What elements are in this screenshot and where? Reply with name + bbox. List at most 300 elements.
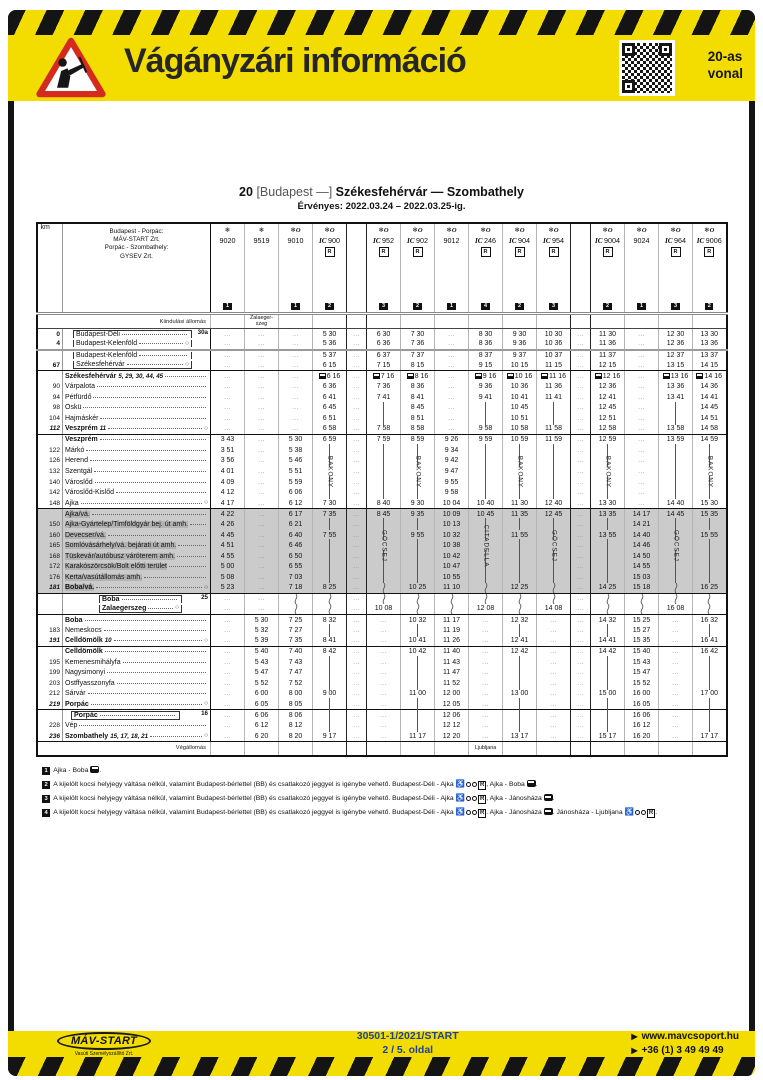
timetable-cell: ... <box>537 689 571 700</box>
timetable-cell: 5 32 <box>245 625 279 636</box>
km-header: km <box>37 223 63 314</box>
km-value: 181 <box>37 583 63 594</box>
timetable-cell: ... <box>279 339 313 350</box>
timetable-cell: ... <box>469 646 503 657</box>
timetable-cell: 11 41 <box>537 392 571 403</box>
timetable-cell: ... <box>659 625 693 636</box>
timetable-cell: 6 58 <box>313 424 347 435</box>
timetable-cell: ... <box>245 381 279 392</box>
timetable-cell: ... <box>347 424 367 435</box>
timetable-cell: 5 36 <box>313 339 347 350</box>
timetable-cell: 12 45 <box>537 509 571 520</box>
timetable-cell <box>401 519 435 530</box>
timetable-cell: ... <box>367 699 401 710</box>
timetable-cell: 8 05 <box>279 699 313 710</box>
footnote-number: 2 <box>42 781 50 789</box>
timetable-cell <box>659 529 693 562</box>
timetable-cell: 17 00 <box>693 689 727 700</box>
timetable-cell: 4 55 <box>211 551 245 562</box>
station-circle-icon: ○ <box>204 700 208 708</box>
timetable-cell: 5 38 <box>279 445 313 456</box>
timetable-cell: 6 20 <box>245 731 279 742</box>
timetable-cell: ... <box>245 434 279 445</box>
timetable-cell: ... <box>625 434 659 445</box>
timetable-cell <box>367 413 401 424</box>
timetable-cell: 14 40 <box>659 498 693 509</box>
station-name: Celldömölk <box>63 646 211 657</box>
timetable-cell: 8 25 <box>313 583 347 594</box>
timetable-cell: ... <box>211 731 245 742</box>
timetable-cell <box>469 572 503 583</box>
train-name-vertical: BAKONY <box>706 455 714 488</box>
timetable-cell: 5 08 <box>211 572 245 583</box>
timetable-cell <box>401 625 435 636</box>
timetable-cell: 9 35 <box>401 509 435 520</box>
station-name: Városlőd-Kislőd <box>63 487 211 498</box>
replacement-bus-icon <box>595 373 602 379</box>
km-value: 140 <box>49 478 60 486</box>
timetable-cell <box>367 487 401 498</box>
timetable-cell: ... <box>367 615 401 626</box>
footnote-number: 1 <box>42 767 50 775</box>
timetable-cell: ... <box>367 668 401 679</box>
timetable-cell: ... <box>537 668 571 679</box>
timetable-cell: ... <box>279 371 313 382</box>
timetable-cell <box>435 604 469 615</box>
timetable-cell: 8 36 <box>401 381 435 392</box>
timetable-cell: 7 27 <box>279 625 313 636</box>
km-value: 150 <box>37 519 63 530</box>
timetable-cell: 16 32 <box>693 615 727 626</box>
footnote: 4 A kijelölt kocsi helyjegy váltása nélkül, valamint Budapest-bérlettel (BB) és csatlakozó jeggyel is igénybe vehető. Budapest-Déli - Ajka ♿ R . Ajka - Jánosháza . Jánosháza - Ljubljana ♿ R . <box>42 805 749 819</box>
train-number: IC 954 <box>542 236 565 245</box>
station-name: Márkó <box>63 445 211 456</box>
timetable-cell: 9 26 <box>435 434 469 445</box>
footnote-ref: 2 <box>413 303 421 311</box>
timetable-cell: 10 37 <box>537 350 571 361</box>
timetable-cell: ... <box>211 699 245 710</box>
km-value: 168 <box>37 551 63 562</box>
footnote-ref: 2 <box>325 303 333 311</box>
km-value <box>37 604 63 615</box>
timetable-cell <box>313 519 347 530</box>
timetable-cell: 6 17 <box>279 509 313 520</box>
station-row <box>37 466 727 477</box>
timetable-cell: 11 16 <box>537 371 571 382</box>
bicycle-icon <box>466 809 477 815</box>
station-name: Budapest-Déli 30a <box>63 329 211 340</box>
timetable-cell <box>625 742 659 756</box>
timetable-cell: ... <box>347 519 367 530</box>
timetable <box>36 222 728 757</box>
station-name: Ajka ○ <box>63 498 211 509</box>
timetable-cell: 5 37 <box>313 350 347 361</box>
timetable-cell: 5 43 <box>245 657 279 668</box>
timetable-cell: 9 42 <box>435 456 469 467</box>
timetable-cell <box>503 699 537 710</box>
train-header <box>591 223 625 314</box>
timetable-cell <box>367 314 401 329</box>
timetable-cell <box>435 314 469 329</box>
service-symbols: ❄ <box>258 227 265 234</box>
service-symbols: ❄O <box>670 227 681 234</box>
timetable-cell: 11 58 <box>537 424 571 435</box>
timetable-cell <box>279 593 313 604</box>
timetable-cell: 12 58 <box>591 424 625 435</box>
station-row <box>37 434 727 445</box>
timetable-cell <box>591 625 625 636</box>
timetable-cell <box>591 720 625 731</box>
timetable-cell: ... <box>469 710 503 721</box>
timetable-cell: ... <box>245 424 279 435</box>
timetable-cell: 7 30 <box>401 329 435 340</box>
chevron-icon: ▶ <box>631 1031 638 1041</box>
train-number: IC 902 <box>406 236 429 245</box>
timetable-cell <box>537 572 571 583</box>
km-value: 67 <box>37 360 63 371</box>
train-header <box>347 223 367 314</box>
reservation-icon: R <box>648 810 654 817</box>
timetable-cell: ... <box>571 593 591 604</box>
timetable-cell: ... <box>571 699 591 710</box>
timetable-cell <box>591 487 625 498</box>
timetable-cell: 8 37 <box>469 350 503 361</box>
station-name: Budapest-Kelenföld ○ <box>63 339 211 350</box>
train-name-vertical: GÖCSEJ <box>672 529 680 562</box>
km-value <box>37 350 63 361</box>
timetable-cell: ... <box>571 381 591 392</box>
timetable-cell: 12 16 <box>591 371 625 382</box>
timetable-cell <box>503 314 537 329</box>
timetable-cell: 10 40 <box>469 498 503 509</box>
timetable-cell: ... <box>659 720 693 731</box>
train-number: IC 900 <box>318 236 341 245</box>
timetable-cell: 8 30 <box>469 329 503 340</box>
service-symbols: ❄O <box>480 227 491 234</box>
timetable-cell: 5 59 <box>279 477 313 488</box>
timetable-cell: Ljubljana <box>469 742 503 756</box>
timetable-cell <box>591 572 625 583</box>
timetable-cell: 16 20 <box>625 731 659 742</box>
timetable-cell <box>313 625 347 636</box>
km-value: 228 <box>49 722 60 730</box>
km-value: 104 <box>49 415 60 423</box>
timetable-cell: ... <box>537 710 571 721</box>
timetable-cell: ... <box>211 381 245 392</box>
timetable-cell: ... <box>571 636 591 647</box>
timetable-cell: ... <box>659 710 693 721</box>
train-number: IC 964 <box>664 236 687 245</box>
timetable-cell: ... <box>537 699 571 710</box>
timetable-cell: ... <box>245 572 279 583</box>
timetable-cell <box>503 487 537 498</box>
timetable-cell: ... <box>367 720 401 731</box>
timetable-cell <box>503 572 537 583</box>
timetable-cell: ... <box>347 731 367 742</box>
timetable-cell: 13 36 <box>659 381 693 392</box>
timetable-cell: ... <box>347 477 367 488</box>
reservation-icon: R <box>479 810 485 817</box>
timetable-cell <box>659 572 693 583</box>
km-value: 126 <box>49 457 60 465</box>
station-name: Öskü <box>63 403 211 414</box>
timetable-cell <box>693 593 727 604</box>
station-row <box>37 339 727 350</box>
timetable-cell: 15 27 <box>625 625 659 636</box>
timetable-cell: ... <box>571 477 591 488</box>
timetable-cell: ... <box>469 636 503 647</box>
timetable-cell: 8 06 <box>279 710 313 721</box>
timetable-cell: 7 35 <box>279 636 313 647</box>
station-row <box>37 509 727 520</box>
station-row <box>37 381 727 392</box>
timetable-cell: 7 36 <box>367 381 401 392</box>
footnote: 3 A kijelölt kocsi helyjegy váltása nélkül, valamint Budapest-bérlettel (BB) és csatlakozó jeggyel is igénybe vehető. Budapest-Déli - Ajka ♿ R , Ajka - Jánosháza . <box>42 791 749 805</box>
replacement-bus-icon <box>475 373 482 379</box>
timetable-cell: ... <box>211 678 245 689</box>
station-name: Sárvár <box>63 689 211 700</box>
timetable-cell: 9 30 <box>503 329 537 340</box>
timetable-cell: 14 41 <box>693 392 727 403</box>
timetable-cell: ... <box>347 434 367 445</box>
km-value: 142 <box>49 489 60 497</box>
timetable-cell <box>401 314 435 329</box>
replacement-bus-icon <box>319 373 326 379</box>
banner-title: Vágányzári információ <box>124 42 466 80</box>
footer-contacts <box>631 1030 739 1059</box>
timetable-cell: 6 36 <box>313 381 347 392</box>
timetable-cell: ... <box>625 350 659 361</box>
station-row <box>37 636 727 647</box>
timetable-cell: 14 08 <box>537 604 571 615</box>
timetable-cell: 9 41 <box>469 392 503 403</box>
timetable-cell: 6 06 <box>279 487 313 498</box>
train-header <box>401 223 435 314</box>
station-name: Veszprém 11 ○ <box>63 424 211 435</box>
timetable-cell: 12 45 <box>591 403 625 414</box>
timetable-cell: 13 37 <box>693 350 727 361</box>
timetable-cell <box>401 487 435 498</box>
train-number: 9020 <box>219 236 236 245</box>
timetable-cell <box>537 583 571 594</box>
timetable-cell: ... <box>347 615 367 626</box>
timetable-cell: 13 00 <box>503 689 537 700</box>
timetable-cell: 5 30 <box>313 329 347 340</box>
timetable-cell: ... <box>571 657 591 668</box>
timetable-cell: ... <box>211 371 245 382</box>
timetable-cell: ... <box>435 329 469 340</box>
train-header <box>469 223 503 314</box>
timetable-cell <box>659 583 693 594</box>
station-row <box>37 487 727 498</box>
timetable-cell: 5 47 <box>245 668 279 679</box>
timetable-cell: ... <box>245 551 279 562</box>
timetable-cell: ... <box>435 424 469 435</box>
timetable-cell <box>313 604 347 615</box>
timetable-cell <box>367 529 401 562</box>
timetable-cell: ... <box>571 424 591 435</box>
timetable-cell: ... <box>279 360 313 371</box>
timetable-cell: 13 15 <box>659 360 693 371</box>
timetable-cell: ... <box>659 636 693 647</box>
station-row <box>37 689 727 700</box>
service-symbols: ❄O <box>290 227 301 234</box>
timetable-cell: ... <box>571 646 591 657</box>
timetable-cell <box>537 487 571 498</box>
train-name-vertical: GÖCSEJ <box>550 529 558 562</box>
timetable-cell: 6 36 <box>367 339 401 350</box>
replacement-bus-icon <box>507 373 514 379</box>
train-header <box>571 223 591 314</box>
timetable-cell: ... <box>245 477 279 488</box>
timetable-cell: ... <box>469 699 503 710</box>
timetable-cell <box>537 529 571 562</box>
timetable-cell: ... <box>469 720 503 731</box>
reservation-icon: R <box>481 247 491 257</box>
line-badge-number: 20-as <box>707 49 743 64</box>
timetable-cell: ... <box>347 350 367 361</box>
station-name: Celldömölk 10 ○ <box>63 636 211 647</box>
train-name-vertical: BAKONY <box>326 455 334 488</box>
km-value <box>37 646 63 657</box>
timetable-cell <box>367 583 401 594</box>
train-header <box>211 223 245 314</box>
timetable-cell: ... <box>659 678 693 689</box>
timetable-cell: 7 16 <box>367 371 401 382</box>
footnotes <box>42 765 749 820</box>
service-symbols: ❄ <box>224 227 231 234</box>
timetable-cell: 8 16 <box>401 371 435 382</box>
train-header <box>367 223 401 314</box>
timetable-cell: 12 12 <box>435 720 469 731</box>
station-row <box>37 572 727 583</box>
timetable-cell: 10 42 <box>435 551 469 562</box>
replacement-bus-icon <box>541 373 548 379</box>
timetable-cell <box>211 742 245 756</box>
timetable-cell: ... <box>245 593 279 604</box>
timetable-cell: ... <box>435 392 469 403</box>
timetable-cell: 6 59 <box>313 434 347 445</box>
timetable-cell <box>279 742 313 756</box>
timetable-cell: ... <box>245 487 279 498</box>
timetable-cell: ... <box>625 466 659 477</box>
timetable-cell: 6 45 <box>313 403 347 414</box>
station-name: Herend <box>63 456 211 467</box>
bus-icon <box>544 808 553 815</box>
timetable-cell: 7 37 <box>401 350 435 361</box>
km-value: 0 <box>56 330 60 338</box>
timetable-cell: ... <box>469 657 503 668</box>
timetable-cell: 9 36 <box>469 381 503 392</box>
reservation-icon: R <box>515 247 525 257</box>
timetable-cell: 11 17 <box>435 615 469 626</box>
timetable-cell: 10 04 <box>435 498 469 509</box>
timetable-cell: 12 37 <box>659 350 693 361</box>
timetable-cell: ... <box>367 657 401 668</box>
timetable-cell: 7 55 <box>313 530 347 541</box>
timetable-cell: 9 15 <box>469 360 503 371</box>
timetable-cell <box>693 742 727 756</box>
timetable-cell: ... <box>571 350 591 361</box>
timetable-cell <box>245 742 279 756</box>
timetable-cell: ... <box>625 403 659 414</box>
timetable-cell: 11 55 <box>503 530 537 541</box>
timetable-cell: ... <box>537 625 571 636</box>
station-row <box>37 424 727 435</box>
timetable-cell: ... <box>625 329 659 340</box>
content-area <box>14 101 749 1031</box>
timetable-cell: 11 52 <box>435 678 469 689</box>
timetable-cell <box>401 455 435 488</box>
timetable-cell: 6 41 <box>313 392 347 403</box>
timetable-cell <box>313 572 347 583</box>
timetable-cell: 10 41 <box>503 392 537 403</box>
timetable-cell: ... <box>571 498 591 509</box>
station-circle-icon: ○ <box>204 636 208 644</box>
timetable-cell: ... <box>211 615 245 626</box>
timetable-cell: ... <box>625 477 659 488</box>
km-value: 94 <box>52 393 60 401</box>
timetable-cell: 4 51 <box>211 540 245 551</box>
timetable-cell: 7 47 <box>279 668 313 679</box>
line-badge-word: vonal <box>707 65 743 81</box>
service-symbols: ❄O <box>548 227 559 234</box>
timetable-cell: 14 16 <box>693 371 727 382</box>
chevron-icon: ▶ <box>631 1046 638 1055</box>
timetable-cell: 13 35 <box>591 509 625 520</box>
timetable-cell: ... <box>245 371 279 382</box>
timetable-cell: 10 13 <box>435 519 469 530</box>
timetable-cell: ... <box>571 540 591 551</box>
validity-text: Érvényes: 2022.03.24 – 2022.03.25-ig. <box>297 201 466 212</box>
timetable-cell: 9 58 <box>435 487 469 498</box>
timetable-cell: ... <box>537 657 571 668</box>
timetable-cell: ... <box>347 339 367 350</box>
km-value: 165 <box>37 540 63 551</box>
station-name: Budapest-Kelenföld <box>63 350 211 361</box>
timetable-cell <box>503 519 537 530</box>
km-value: 148 <box>37 498 63 509</box>
timetable-cell: 12 20 <box>435 731 469 742</box>
km-value <box>37 371 63 382</box>
timetable-cell: 6 12 <box>279 498 313 509</box>
timetable-cell: 10 30 <box>537 329 571 340</box>
timetable-cell: 10 47 <box>435 562 469 573</box>
km-value: 195 <box>49 658 60 666</box>
timetable-cell <box>693 699 727 710</box>
service-symbols: ❄O <box>704 227 715 234</box>
timetable-cell: ... <box>625 413 659 424</box>
timetable-cell: 4 12 <box>211 487 245 498</box>
timetable-cell: ... <box>211 339 245 350</box>
timetable-cell: 9 37 <box>503 350 537 361</box>
timetable-cell: 8 40 <box>367 498 401 509</box>
wheelchair-icon: ♿ <box>455 793 465 803</box>
origin-row <box>37 314 727 329</box>
timetable-cell: 8 41 <box>313 636 347 647</box>
timetable-cell: 14 21 <box>625 519 659 530</box>
timetable-cell <box>591 678 625 689</box>
timetable-cell: 10 55 <box>435 572 469 583</box>
station-name: Nagysimonyi <box>63 668 211 679</box>
timetable-cell: 7 58 <box>367 424 401 435</box>
timetable-cell: 11 30 <box>591 329 625 340</box>
timetable-cell: ... <box>347 699 367 710</box>
station-row <box>37 360 727 371</box>
timetable-cell: 15 47 <box>625 668 659 679</box>
station-row <box>37 583 727 594</box>
timetable-cell: ... <box>347 371 367 382</box>
